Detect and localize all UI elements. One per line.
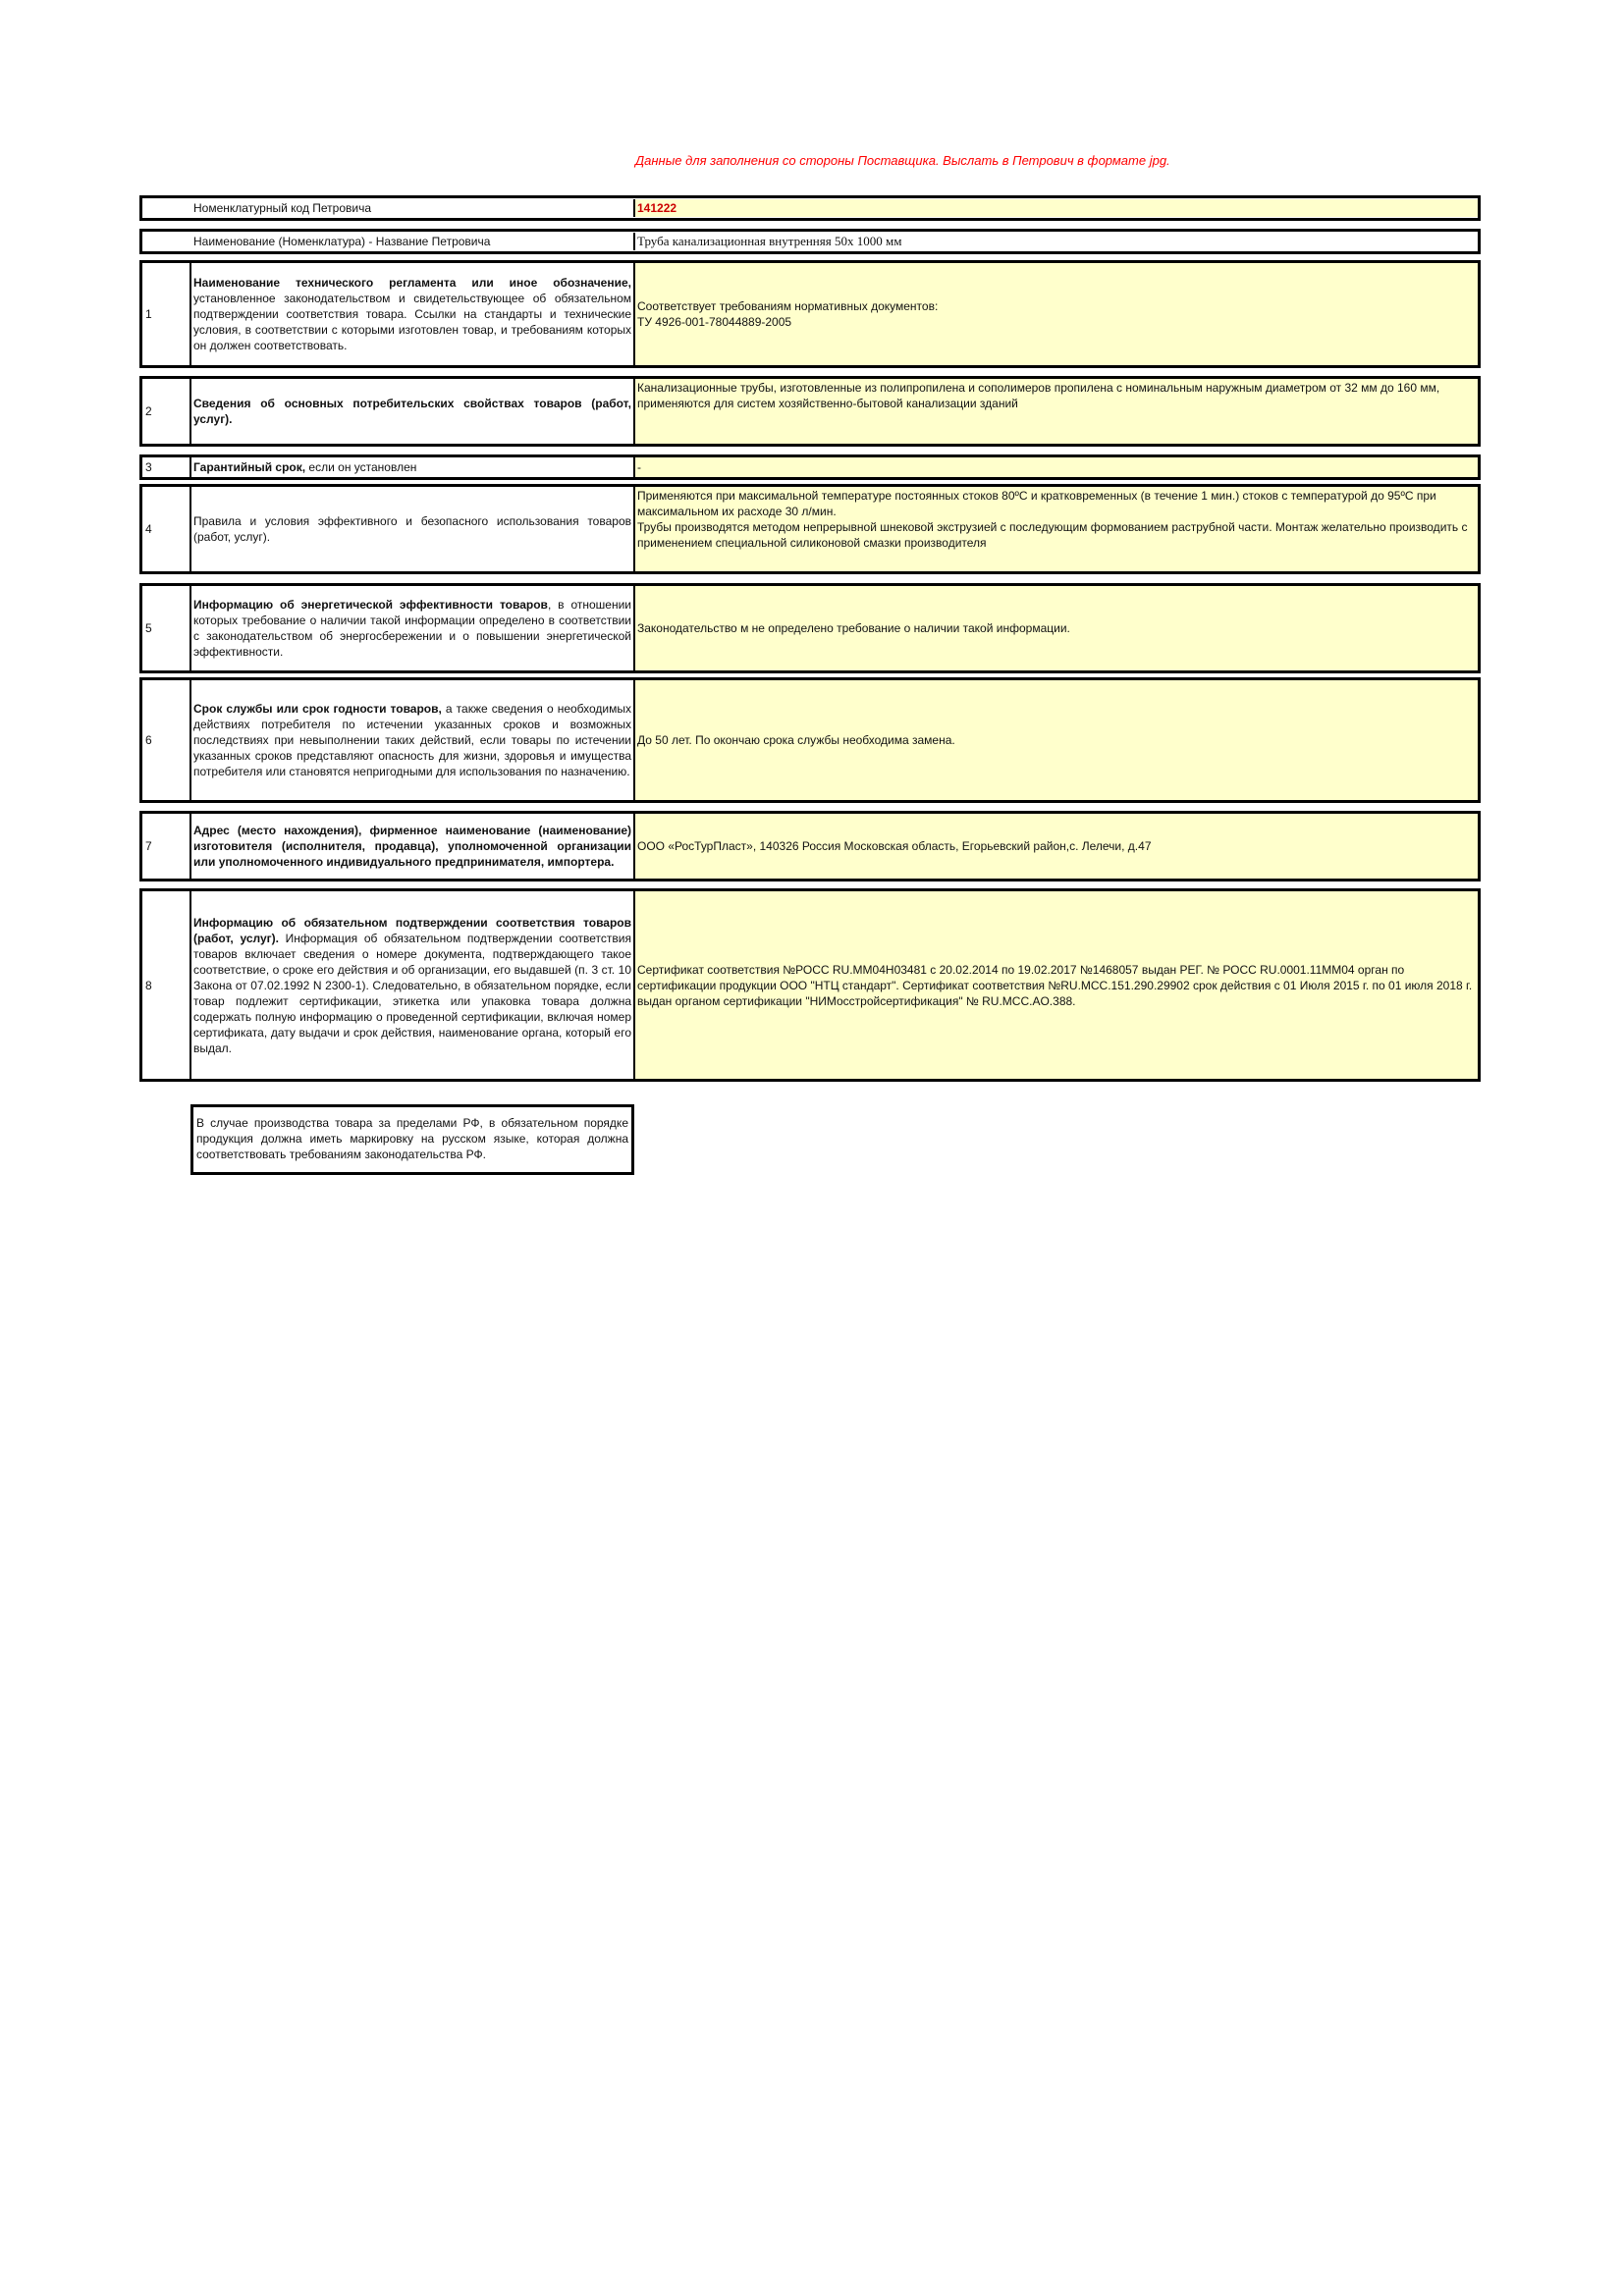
- table-row: [139, 260, 1481, 368]
- header-note: Данные для заполнения со стороны Поставщика. Выслать в Петрович в формате jpg.: [635, 153, 1170, 168]
- code-row: [139, 195, 1481, 221]
- row-label: Правила и условия эффективного и безопасного использования товаров (работ, услуг).: [191, 487, 635, 571]
- code-row-value: 141222: [635, 199, 1478, 217]
- row-label: Наименование технического регламента или иное обозначение, установленное законодательством и свидетельствующее об обязательном подтверждении соответствия товара. Ссылки на стандарты и технические условия, в соответствии с которыми изготовлен товар, и требованиям которых он должен соответствовать.: [191, 263, 635, 365]
- code-row-label: Номенклатурный код Петровича: [191, 199, 635, 217]
- row-number: 3: [142, 457, 191, 477]
- table-row: [139, 454, 1481, 480]
- row-label: Гарантийный срок, если он установлен: [191, 457, 635, 477]
- table-row: [139, 888, 1481, 1082]
- row-value: Применяются при максимальной температуре постоянных стоков 80ºС и кратковременных (в течение 1 мин.) стоков с температурой до 95ºС при максимальном их расходе 30 л/мин. Трубы производятся методом непрерывной шнековой экструзией с последующим формованием раструбной части. Монтаж желательно производить с применением специальной силиконовой смазки производителя: [635, 487, 1478, 571]
- row-value: Соответствует требованиям нормативных документов: ТУ 4926-001-78044889-2005: [635, 263, 1478, 365]
- row-value: До 50 лет. По окончаю срока службы необходима замена.: [635, 680, 1478, 800]
- row-label: Адрес (место нахождения), фирменное наименование (наименование) изготовителя (исполнителя, продавца), уполномоченной организации или уполномоченного индивидуального предпринимателя, импортера.: [191, 814, 635, 879]
- name-row-value: Труба канализационная внутренняя 50х 1000 мм: [635, 233, 1478, 250]
- row-number: 2: [142, 379, 191, 444]
- table-row: [139, 677, 1481, 803]
- row-label: Информацию об обязательном подтверждении соответствия товаров (работ, услуг). Информация об обязательном подтверждении соответствия товаров включает сведения о номере документа, подтверждающего такое соответствие, о сроке его действия и об организации, его выдавшей (п. 3 ст. 10 Закона от 07.02.1992 N 2300-1). Следовательно, в обязательном порядке, если товар подлежит сертификации, этикетка или упаковка товара должна содержать полную информацию о проведенной сертификации, включая номер сертификата, дату выдачи и срок действия, наименование органа, который его выдал.: [191, 891, 635, 1079]
- row-label: Сведения об основных потребительских свойствах товаров (работ, услуг).: [191, 379, 635, 444]
- table-row: [139, 811, 1481, 881]
- row-number: 6: [142, 680, 191, 800]
- row-label: Срок службы или срок годности товаров, а также сведения о необходимых действиях потребителя по истечении указанных сроков и возможных последствиях при невыполнении таких действий, если товары по истечении указанных сроков представляют опасность для жизни, здоровья и имущества потребителя или становятся непригодными для использования по назначению.: [191, 680, 635, 800]
- table-row: [139, 583, 1481, 673]
- row-number: 8: [142, 891, 191, 1079]
- name-row-label: Наименование (Номенклатура) - Название Петровича: [191, 233, 635, 250]
- row-number: 4: [142, 487, 191, 571]
- table-row: [139, 376, 1481, 447]
- row-number: 5: [142, 586, 191, 670]
- row-value: Сертификат соответствия №РОСС RU.ММ04Н03481 с 20.02.2014 по 19.02.2017 №1468057 выдан РЕГ. № РОСС RU.0001.11ММ04 орган по сертификации продукции ООО "НТЦ стандарт". Сертификат соответствия №RU.МСС.151.290.29902 срок действия с 01 Июля 2015 г. по 01 июля 2018 г. выдан органом сертификации "НИМосстройсертификация" № RU.MCC.AO.388.: [635, 891, 1478, 1079]
- row-label: Информацию об энергетической эффективности товаров, в отношении которых требование о наличии такой информации определено в соответствии с законодательством об энергосбережении и о повышении энергетической эффективности.: [191, 586, 635, 670]
- row-value: Канализационные трубы, изготовленные из полипропилена и сополимеров пропилена с номинальным наружным диаметром от 32 мм до 160 мм, применяются для систем хозяйственно-бытовой канализации зданий: [635, 379, 1478, 444]
- row-number: 1: [142, 263, 191, 365]
- table-row: [139, 484, 1481, 574]
- name-row: [139, 229, 1481, 254]
- footnote: В случае производства товара за пределами РФ, в обязательном порядке продукция должна иметь маркировку на русском языке, которая должна соответствовать требованиям законодательства РФ.: [190, 1104, 634, 1175]
- row-number: 7: [142, 814, 191, 879]
- row-value: -: [635, 457, 1478, 477]
- row-value: Законодательство м не определено требование о наличии такой информации.: [635, 586, 1478, 670]
- row-value: ООО «РосТурПласт», 140326 Россия Московская область, Егорьевский район,с. Лелечи, д.47: [635, 814, 1478, 879]
